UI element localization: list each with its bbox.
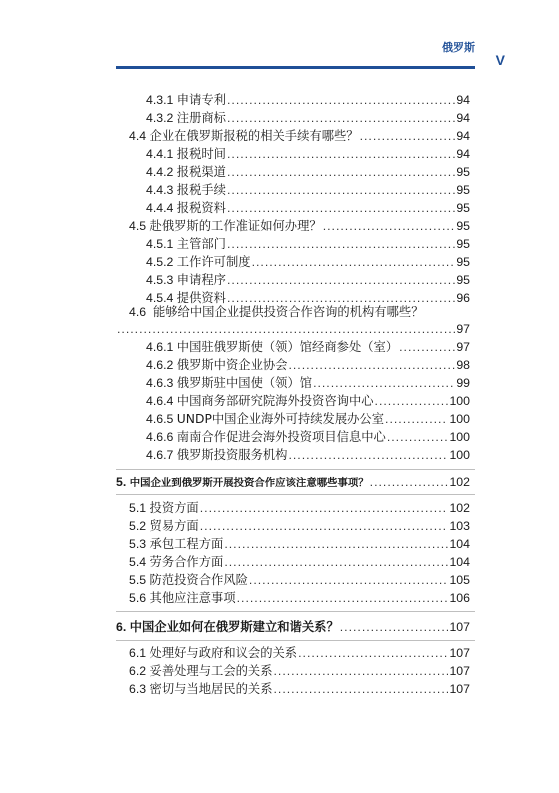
toc-entry-number: 4.5 [129,219,147,233]
leader-dots [117,321,456,338]
toc-entry-number: 4.6.1 [146,340,174,354]
toc-entry-page: 97 [456,322,470,336]
leader-dots [252,254,456,271]
section-divider [116,494,475,495]
toc-entry-number: 4.6.3 [146,376,174,390]
toc-entry-number: 4.4.1 [146,147,174,161]
leader-dots [385,411,448,428]
running-header-title: 俄罗斯 [442,41,475,54]
toc-entry-number: 4.5.2 [146,255,174,269]
toc-entry[interactable] [146,375,470,392]
toc-entry-page: 100 [449,394,470,408]
toc-entry-title: 投资方面 [149,501,199,515]
toc-entry-page: 98 [456,358,470,372]
toc-entry-title: 贸易方面 [149,519,199,533]
toc-entry-wrap-line [117,321,470,338]
toc-entry[interactable] [146,411,470,428]
leader-dots [224,536,448,553]
toc-entry-title: 妥善处理与工会的关系 [149,664,273,678]
toc-entry[interactable] [129,536,470,553]
leader-dots [375,393,449,410]
toc-entry-title: 俄罗斯投资服务机构 [176,448,288,462]
toc-entry-page: 94 [456,93,470,107]
toc-entry[interactable] [146,182,470,199]
toc-entry-page: 95 [456,237,470,251]
section-divider [116,469,475,470]
toc-entry-page: 95 [456,201,470,215]
toc-entry-title: 俄罗斯驻中国使（领）馆 [176,376,313,390]
toc-entry-page: 107 [449,682,470,696]
leader-dots [227,272,455,289]
toc-entry[interactable] [146,393,470,410]
toc-entry-page: 97 [456,340,470,354]
toc-entry-title: 报税资料 [176,201,226,215]
toc-entry-title: 密切与当地居民的关系 [149,682,273,696]
toc-entry-number: 4.6.6 [146,430,174,444]
toc-entry-page: 95 [456,219,470,233]
toc-entry-page: 95 [456,273,470,287]
toc-entry-page: 104 [449,537,470,551]
toc-entry-title: 赴俄罗斯的工作准证如何办理？ [149,219,322,233]
toc-entry-title: 注册商标 [176,111,226,125]
leader-dots [200,500,449,517]
header-rule [116,66,475,69]
leader-dots [227,146,455,163]
toc-chapter-entry[interactable] [116,474,470,491]
toc-entry-number: 6.1 [129,646,147,660]
toc-entry-page: 95 [456,165,470,179]
toc-entry-number: 4.5.3 [146,273,174,287]
toc-entry[interactable] [146,110,470,127]
leader-dots [274,663,449,680]
toc-entry-title: 俄罗斯中资企业协会 [176,358,288,372]
toc-entry[interactable] [146,200,470,217]
toc-entry-number: 5.1 [129,501,147,515]
leader-dots [237,590,449,607]
toc-entry[interactable] [129,590,470,607]
toc-entry-number: 5.2 [129,519,147,533]
toc-entry-number: 4.3.2 [146,111,174,125]
toc-entry-title: 其他应注意事项 [149,591,236,605]
toc-entry[interactable] [129,500,470,517]
toc-entry[interactable] [146,429,470,446]
toc-entry-number: 4.5.1 [146,237,174,251]
toc-entry-page: 105 [449,573,470,587]
toc-entry-title: 防范投资合作风险 [149,573,248,587]
leader-dots [323,218,456,235]
toc-entry[interactable] [146,92,470,109]
leader-dots [370,474,449,491]
leader-dots [387,429,449,446]
toc-entry-page: 96 [456,291,470,305]
section-divider [116,640,475,641]
leader-dots [227,236,455,253]
toc-entry[interactable] [146,164,470,181]
toc-entry-page: 102 [449,501,470,515]
toc-entry-wrapped[interactable] [129,304,424,321]
leader-dots [227,182,455,199]
toc-entry-number: 4.6.4 [146,394,174,408]
toc-entry-page: 100 [449,412,470,426]
toc-entry-page: 102 [449,475,470,489]
toc-entry-title: 中国企业如何在俄罗斯建立和谐关系？ [129,620,339,634]
toc-entry-title: 处理好与政府和议会的关系 [149,646,298,660]
toc-entry-page: 99 [456,376,470,390]
toc-entry-title: 劳务合作方面 [149,555,224,569]
leader-dots [288,447,448,464]
toc-entry-page: 106 [449,591,470,605]
toc-entry-number: 6.2 [129,664,147,678]
toc-entry[interactable] [129,554,470,571]
toc-entry-number: 5. [116,475,127,489]
toc-entry[interactable] [146,447,470,464]
leader-dots [340,619,449,636]
toc-entry-page: 107 [449,646,470,660]
toc-entry[interactable] [129,572,470,589]
toc-entry-page: 94 [456,129,470,143]
toc-entry[interactable] [146,272,470,289]
toc-entry-title: 报税时间 [176,147,226,161]
leader-dots [298,645,448,662]
toc-entry-title: 中国企业到俄罗斯开展投资合作应该注意哪些事项？ [129,477,369,489]
leader-dots [227,200,455,217]
leader-dots [249,572,449,589]
toc-entry-title: 主管部门 [176,237,226,251]
toc-entry-title: 申请专利 [176,93,226,107]
toc-entry-title: 承包工程方面 [149,537,224,551]
toc-entry-title: 报税手续 [176,183,226,197]
toc-entry[interactable] [129,663,470,680]
toc-entry-title: 能够给中国企业提供投资合作咨询的机构有哪些？ [152,305,424,319]
toc-entry-page: 107 [449,620,470,634]
section-divider [116,611,475,612]
toc-entry-number: 4.4 [129,129,147,143]
toc-entry[interactable] [129,681,470,698]
toc-entry-page: 95 [456,183,470,197]
toc-entry-number: 4.6 [129,305,147,319]
toc-entry-title: 企业在俄罗斯报税的相关手续有哪些？ [149,129,359,143]
toc-entry-page: 95 [456,255,470,269]
toc-entry-title: 报税渠道 [176,165,226,179]
leader-dots [274,681,449,698]
toc-entry-number: 6. [116,620,127,634]
toc-entry-number: 4.3.1 [146,93,174,107]
toc-entry-title: 申请程序 [176,273,226,287]
toc-entry-number: 4.6.5 [146,412,174,426]
toc-entry-number: 4.6.2 [146,358,174,372]
toc-entry-number: 5.5 [129,573,147,587]
toc-entry-page: 94 [456,111,470,125]
leader-dots [224,554,448,571]
toc-entry-number: 5.3 [129,537,147,551]
leader-dots [227,110,455,127]
toc-entry-number: 6.3 [129,682,147,696]
toc-entry-title: 中国商务部研究院海外投资咨询中心 [176,394,374,408]
toc-entry-page: 100 [449,448,470,462]
toc-chapter-entry[interactable] [116,619,470,636]
toc-entry-number: 4.6.7 [146,448,174,462]
leader-dots [227,92,455,109]
toc-entry-number: 4.4.3 [146,183,174,197]
leader-dots [360,128,456,145]
leader-dots [288,357,455,374]
toc-entry-title: 南南合作促进会海外投资项目信息中心 [176,430,386,444]
toc-entry-page: 104 [449,555,470,569]
toc-entry-number: 4.4.2 [146,165,174,179]
leader-dots [399,339,455,356]
toc-entry-page: 94 [456,147,470,161]
toc-entry[interactable] [129,218,470,235]
toc-entry-title: UNDP中国企业海外可持续发展办公室 [176,412,385,426]
toc-entry-title: 提供资料 [176,291,226,305]
toc-entry-page: 100 [449,430,470,444]
toc-entry[interactable] [129,645,470,662]
toc-entry-page: 107 [449,664,470,678]
toc-entry-number: 5.4 [129,555,147,569]
toc-entry-number: 5.6 [129,591,147,605]
leader-dots [313,375,455,392]
toc-entry-number: 4.5.4 [146,291,174,305]
toc-entry-number: 4.4.4 [146,201,174,215]
leader-dots [200,518,449,535]
page-number: V [495,52,505,68]
toc-entry[interactable] [129,518,470,535]
toc-entry[interactable] [146,357,470,374]
toc-entry[interactable] [146,339,470,356]
toc-entry[interactable] [129,128,470,145]
toc-entry[interactable] [146,236,470,253]
leader-dots [227,164,455,181]
toc-entry[interactable] [146,146,470,163]
toc-entry[interactable] [146,254,470,271]
toc-entry-title: 工作许可制度 [176,255,251,269]
toc-entry-title: 中国驻俄罗斯使（领）馆经商参处（室） [176,340,399,354]
toc-entry-page: 103 [449,519,470,533]
